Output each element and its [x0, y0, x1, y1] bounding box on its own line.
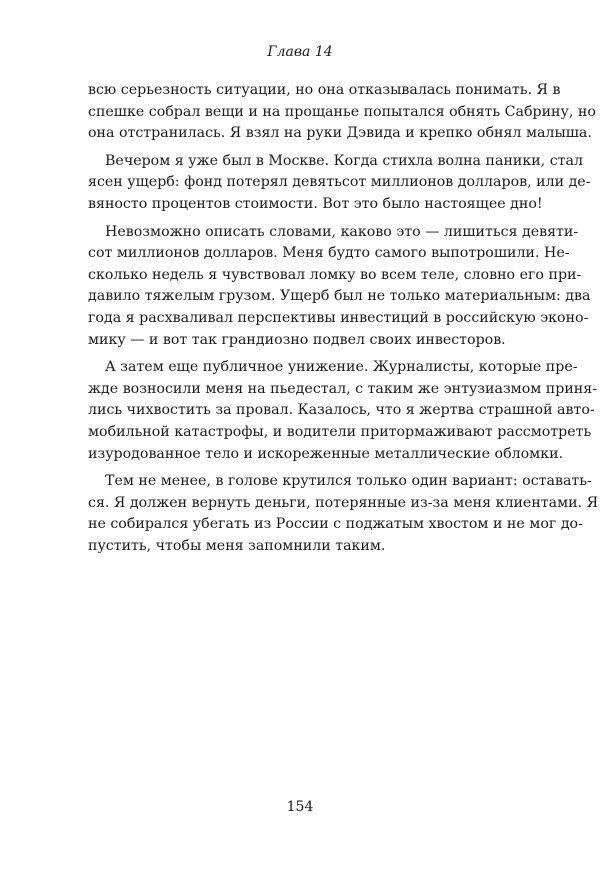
paragraph	[88, 471, 599, 557]
text-line: она отстранилась. Я взял на руки Дэвида и крепко обнял малыша.	[88, 125, 592, 142]
text-line: Вечером я уже был в Москве. Когда стихла волна паники, стал	[105, 152, 583, 169]
page-number: 154	[286, 799, 314, 815]
text-line: сот миллионов долларов. Меня будто самого выпотрошили. Не-	[88, 245, 570, 262]
paragraph	[88, 80, 596, 145]
text-line: изуродованное тело и искореженные металлические обломки.	[88, 445, 564, 462]
text-line: мобильной катастрофы, и водители притормаживают рассмотреть	[88, 423, 592, 440]
text-line: сколько недель я чувствовал ломку во всем теле, словно его при-	[88, 266, 582, 283]
text-line: Тем не менее, в голове крутился только один вариант: оставать-	[105, 473, 592, 490]
text-line: Невозможно описать словами, каково это — лишиться девяти-	[105, 223, 579, 240]
text-line: года я расхваливал перспективы инвестиций в российскую эконо-	[88, 309, 589, 326]
text-line: не собирался убегать из России с поджатым хвостом и не мог до-	[88, 516, 583, 533]
text-line: ясен ущерб: фонд потерял девятьсот миллионов долларов, или де-	[88, 174, 591, 191]
body-text	[88, 80, 599, 563]
text-line: давило тяжелым грузом. Ущерб был не только материальным: два	[88, 288, 591, 305]
text-line: ся. Я должен вернуть деньги, потерянные из-за меня клиентами. Я	[88, 494, 599, 511]
text-line: всю серьезность ситуации, но она отказывалась понимать. Я в	[88, 82, 561, 98]
text-line: пустить, чтобы меня запомнили таким.	[88, 537, 386, 554]
text-line: лись чихвостить за провал. Казалось, что я жертва страшной авто-	[88, 402, 595, 419]
text-line: мику — и вот так грандиозно подвел своих инвесторов.	[88, 331, 506, 348]
paragraph	[88, 222, 591, 352]
paragraph	[88, 357, 597, 465]
text-line: вяносто процентов стоимости. Вот это было настоящее дно!	[88, 195, 543, 212]
text-line: спешке собрал вещи и на прощанье попытался обнять Сабрину, но	[88, 103, 596, 120]
paragraph	[88, 151, 591, 216]
text-line: жде возносили меня на пьедестал, с таким же энтузиазмом приня-	[88, 380, 597, 397]
running-head: Глава 14	[267, 44, 333, 60]
text-line: А затем еще публичное унижение. Журналисты, которые пре-	[105, 359, 578, 376]
